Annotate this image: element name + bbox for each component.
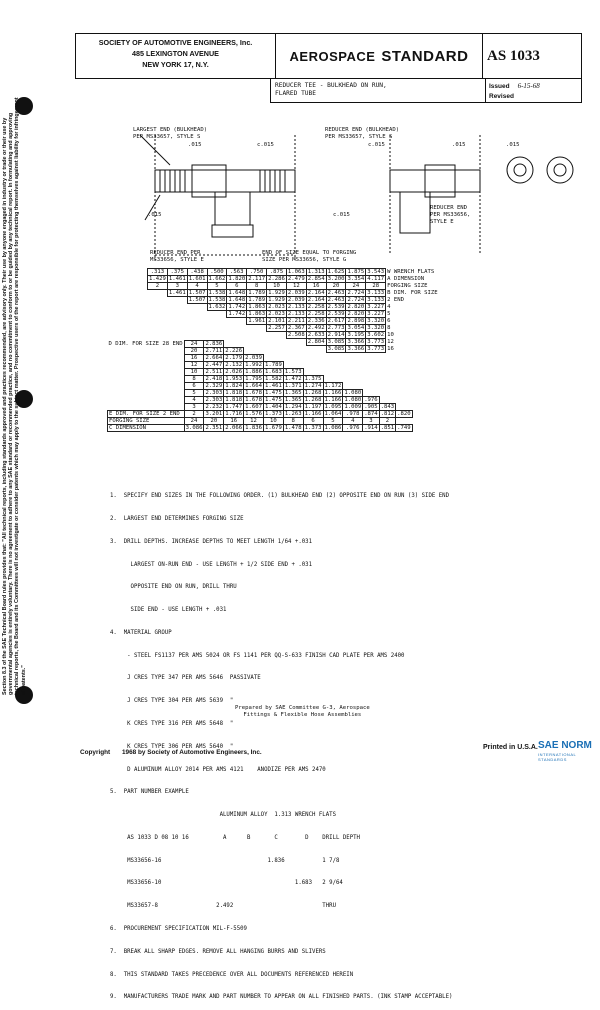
disclaimer-text: Section 8.3 of the SAE Technical Board rules provides that: "All technical reports, including standards approved and practices recommended, are advisory only. Their use by anyone engaged in industry or trade or their use by governmental agencies is entirely voluntary. There is no agreement to adhere to any SAE standard or recommended practice, and no commitment to conform to or be guided by any technical report. In formulating and approving technical reports, the Board and its Committees will not investigate or consider patents which may apply to the subject matter. Prospective users of the report are responsible for protecting themselves against liability for infringement of patents." — [2, 97, 27, 695]
table-row: 2 3 4 5 6 8 10 12 16 20 24 28 FORGING SIZE — [148, 283, 439, 290]
side-view-2-inner — [554, 164, 566, 176]
document-number: AS 1033 — [482, 34, 580, 78]
note-line: K CRES TYPE 316 PER AMS 5648 " — [110, 721, 234, 727]
part-title-line1: REDUCER TEE - BULKHEAD ON RUN, — [275, 82, 387, 89]
note-line: D ALUMINUM ALLOY 2014 PER AMS 4121 ANODIZE PER AMS 2470 — [110, 766, 326, 773]
notes-list — [110, 478, 452, 1010]
org-name: SOCIETY OF AUTOMOTIVE ENGINEERS, Inc. — [98, 38, 253, 47]
table-row: 12 2.447 2.132 1.992 1.789 — [108, 362, 413, 369]
note-line: K CRES TYPE 306 PER AMS 5640 " — [110, 743, 234, 750]
copyright-word: Copyright — [80, 749, 111, 756]
issued-date: 6-15-68 — [517, 82, 540, 90]
dimension-table-lower — [107, 340, 413, 432]
table-row: 3 2.232 1.747 1.607 1.404 1.294 1.197 1.095 1.009 .905 .843 — [108, 404, 413, 411]
label-015-side: .015 — [148, 212, 162, 218]
left-tee-run — [155, 170, 295, 192]
table-row: 4 2.303 1.818 1.678 1.475 1.365 1.268 1.166 1.080 .976 — [108, 397, 413, 404]
note-line: OPPOSITE END ON RUN, DRILL THRU — [110, 584, 237, 591]
title-aerospace: AEROSPACE — [289, 48, 376, 64]
note-line: MS33657-8 2.492 THRU — [110, 903, 336, 910]
label-reducer-end: REDUCER END (BULKHEAD) — [325, 127, 400, 133]
table-row: 6 2.329 1.824 1.664 1.461 1.371 1.274 1.172 — [108, 383, 413, 390]
note-line: LARGEST ON-RUN END - USE LENGTH + 1/2 SIDE END + .031 — [110, 561, 313, 568]
table-row: 1.961 2.101 2.211 2.336 2.617 2.898 3.320 6 — [248, 318, 391, 324]
side-view-1-inner — [514, 164, 526, 176]
table-row: 2.804 3.085 3.366 3.773 12 — [307, 339, 394, 345]
revised-label: Revised — [489, 93, 514, 100]
sae-norm-logo: SAE NORM — [538, 740, 592, 751]
note-line: 9. MANUFACTURERS TRADE MARK AND PART NUMBER TO APPEAR ON ALL FINISHED PARTS. (INK STAMP ACCEPTABLE) — [110, 994, 453, 1001]
note-line: MS33656-10 1.683 2 9/64 — [110, 880, 343, 887]
label-largest-end: LARGEST END (BULKHEAD) — [133, 127, 208, 133]
org-address: 485 LEXINGTON AVENUE — [132, 49, 219, 58]
note-line: 4. MATERIAL GROUP — [110, 629, 172, 636]
label-reducer-per2: PER MS33656, — [430, 212, 471, 218]
side-view-1 — [507, 157, 533, 183]
label-c015-side: c.015 — [333, 212, 350, 218]
note-line: J CRES TYPE 304 PER AMS 5639 " — [110, 698, 234, 705]
note-line: 1. SPECIFY END SIZES IN THE FOLLOWING ORDER. (1) BULKHEAD END (2) OPPOSITE END ON RUN (3) SIDE END — [110, 493, 449, 500]
table-row: 2.508 2.633 2.914 3.195 3.602 10 — [287, 332, 394, 338]
label-015-right1: .015 — [452, 142, 466, 148]
label-end-of-size2: SIZE PER MS33656, STYLE G — [262, 257, 347, 263]
disclaimer-side-text — [2, 95, 26, 695]
table-row: 3.085 3.366 3.773 16 — [327, 346, 394, 352]
sae-norm-logo-sub: INTERNATIONAL STANDARDS — [538, 752, 577, 762]
note-line: ALUMINUM ALLOY 1.313 WRENCH FLATS — [110, 812, 336, 819]
label-c015-left: c.015 — [257, 142, 274, 148]
note-line: MS33656-16 1.836 1 7/8 — [110, 857, 340, 864]
printed-in: Printed in U.S.A. — [483, 744, 538, 751]
note-line: 3. DRILL DEPTHS. INCREASE DEPTHS TO MEET LENGTH 1/64 +.031 — [110, 538, 313, 545]
label-c015-right: c.015 — [368, 142, 385, 148]
table-row: C DIMENSION 3.086 2.351 2.066 1.836 1.679 1.478 1.373 1.086 .976 .914 .851 .749 — [109, 425, 411, 431]
document-header — [75, 33, 582, 79]
note-line: 6. PROCUREMENT SPECIFICATION MIL-F-5509 — [110, 926, 247, 933]
note-line: 2. LARGEST END DETERMINES FORGING SIZE — [110, 515, 244, 522]
table-row: 1.742 1.863 2.023 2.133 2.258 2.539 2.820 3.227 5 — [228, 311, 391, 317]
table-row: 1.429 1.461 1.601 1.662 1.820 2.117 2.286 2.479 2.854 3.200 3.354 4.117 A DIMENSION — [149, 276, 425, 282]
label-largest-per: PER MS33657, STYLE S — [133, 134, 201, 140]
label-reducer-end2: REDUCER END — [430, 205, 468, 211]
table-row: 1.507 1.538 1.648 1.789 1.929 2.039 2.164 2.463 2.724 3.133 2 END — [188, 297, 404, 303]
right-tee-run — [390, 170, 480, 192]
label-end-of-size: END OF SIZE EQUAL TO FORGING — [262, 250, 357, 256]
note-line: 8. THIS STANDARD TAKES PRECEDENCE OVER ALL DOCUMENTS REFERENCED HEREIN — [110, 971, 354, 978]
note-line: SIDE END - USE LENGTH + .031 — [110, 607, 227, 614]
table-row: 10 2.511 2.026 1.886 1.683 1.573 — [108, 369, 413, 376]
issue-block — [485, 79, 581, 102]
note-line: 7. BREAK ALL SHARP EDGES. REMOVE ALL HANGING BURRS AND SLIVERS — [110, 948, 326, 955]
table-row: 2.257 2.367 2.492 2.773 3.054 3.320 8 — [268, 325, 391, 331]
part-title — [275, 82, 387, 97]
note-line: AS 1033 D 08 10 16 A B C D DRILL DEPTH — [110, 834, 360, 841]
note-line: J CRES TYPE 347 PER AMS 5646 PASSIVATE — [110, 675, 261, 682]
table-row: 1.461 1.507 1.538 1.648 1.789 1.929 2.039 2.164 2.463 2.724 3.133 B DIM. FOR SIZE — [168, 290, 438, 296]
table-row: 5 2.303 1.818 1.678 1.475 1.365 1.268 1.166 1.080 — [108, 390, 413, 397]
copyright — [80, 749, 262, 756]
title-standard: STANDARD — [381, 47, 469, 65]
label-reducer-end3: REDUCER END PER — [150, 250, 201, 256]
prepared-line2: Fittings & Flexible Hose Assemblies — [243, 712, 362, 718]
label-reducer-per3: MS33656, STYLE E — [150, 257, 204, 263]
table-row: 1.632 1.742 1.863 2.023 2.133 2.258 2.539 2.820 3.227 4 — [208, 304, 391, 310]
table-row: 8 2.418 1.953 1.795 1.582 1.472 1.375 — [108, 376, 413, 383]
label-reducer-per: PER MS33657, STYLE S — [325, 134, 393, 140]
standard-title — [276, 34, 482, 78]
right-tee-branch — [400, 192, 430, 233]
note-line: - STEEL FS1137 PER AMS 5024 OR FS 1141 PER QQ-S-633 FINISH CAD PLATE PER AMS 2400 — [110, 652, 405, 659]
table-row: FORGING SIZE 24 20 16 12 10 8 6 5 4 3 2 — [108, 418, 413, 425]
prepared-line1: Prepared by SAE Committee G-3, Aerospace — [235, 705, 370, 711]
org-city: NEW YORK 17, N.Y. — [142, 60, 209, 69]
table-row: E DIM. FOR SIZE 2 END 2 3.201 1.716 1.576 1.373 1.263 1.166 1.064 .978 .874 .812 .820 — [109, 411, 411, 417]
note-line: 5. PART NUMBER EXAMPLE — [110, 789, 189, 796]
table-row: 16 2.664 2.179 2.039 — [108, 355, 413, 362]
prepared-by — [235, 705, 370, 719]
left-thread-marks — [160, 170, 285, 192]
table-row: 20 2.711 2.226 — [108, 348, 413, 355]
side-view-2 — [547, 157, 573, 183]
issued-label: Issued — [489, 83, 510, 90]
organization-block — [76, 34, 276, 78]
table-row: .313 .375 .438 .500 .563 .750 .875 1.063 1.313 1.625 1.875 3.543 W WRENCH FLATS — [148, 269, 439, 276]
left-tee-branch-end — [212, 225, 253, 237]
title-block — [270, 79, 582, 103]
label-reducer-style2: STYLE E — [430, 219, 454, 225]
copyright-rest: 1968 by Society of Automotive Engineers, Inc. — [121, 749, 262, 756]
label-015-left: .015 — [188, 142, 202, 148]
label-015-right2: .015 — [506, 142, 520, 148]
part-title-line2: FLARED TUBE — [275, 89, 316, 97]
table-row: D DIM. FOR SIZE 28 END 24 2.836 — [108, 341, 223, 347]
